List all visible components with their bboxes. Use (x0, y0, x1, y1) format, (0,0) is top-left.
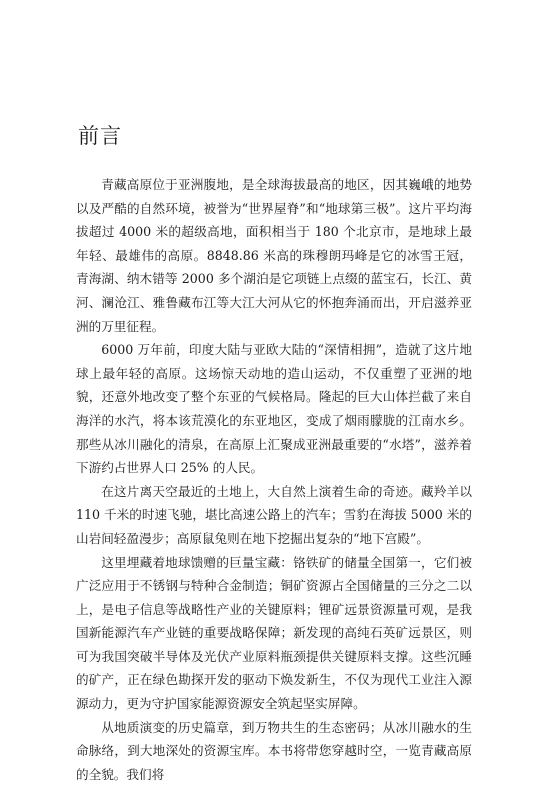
paragraph-1: 青藏高原位于亚洲腹地，是全球海拔最高的地区，因其巍峨的地势以及严酷的自然环境，被誉为“世界屋脊”和“地球第三极”。这片平均海拔超过 4000 米的超级高地，面积相当于 180 个北京市，是地球上最年轻、最雄伟的高原。8848.86 米高的珠穆朗玛峰是它的冰雪王冠，青海湖、纳木错等 2000 多个湖泊是它项链上点缀的蓝宝石，长江、黄河、澜沧江、雅鲁藏布江等大江大河从它的怀抱奔涌而出，开启滋养亚洲的万里征程。 (76, 177, 472, 334)
page-title: 前言 (78, 124, 122, 148)
body-text (76, 173, 472, 786)
paragraph-3: 在这片离天空最近的土地上，大自然上演着生命的奇迹。藏羚羊以 110 千米的时速飞驰，堪比高速公路上的汽车；雪豹在海拔 5000 米的山岩间轻盈漫步；高原鼠兔则在地下挖掘出复杂的“地下宫殿”。 (76, 483, 472, 546)
paragraph-2: 6000 万年前，印度大陆与亚欧大陆的“深情相拥”，造就了这片地球上最年轻的高原。这场惊天动地的造山运动，不仅重塑了亚洲的地貌，还意外地改变了整个东亚的气候格局。隆起的巨大山体拦截了来自海洋的水汽，将本该荒漠化的东亚地区，变成了烟雨朦胧的江南水乡。那些从冰川融化的清泉，在高原上汇聚成亚洲最重要的“水塔”，滋养着下游约占世界人口 25% 的人民。 (76, 342, 472, 476)
paragraph-4: 这里埋藏着地球馈赠的巨量宝藏：铬铁矿的储量全国第一，它们被广泛应用于不锈钢与特种合金制造；铜矿资源占全国储量的三分之二以上，是电子信息等战略性产业的关键原料；锂矿远景资源量可观，是我国新能源汽车产业链的重要战略保障；新发现的高纯石英矿远景区，则可为我国突破半导体及光伏产业原料瓶颈提供关键原料支撑。这些沉睡的矿产，正在绿色勘探开发的驱动下焕发新生，不仅为现代工业注入源源动力，更为守护国家能源资源安全筑起坚实屏障。 (76, 554, 472, 712)
paragraph-5: 从地质演变的历史篇章，到万物共生的生态密码；从冰川融水的生命脉络，到大地深处的资源宝库。本书将带您穿越时空，一览青藏高原的全貌。我们将 (76, 719, 472, 782)
